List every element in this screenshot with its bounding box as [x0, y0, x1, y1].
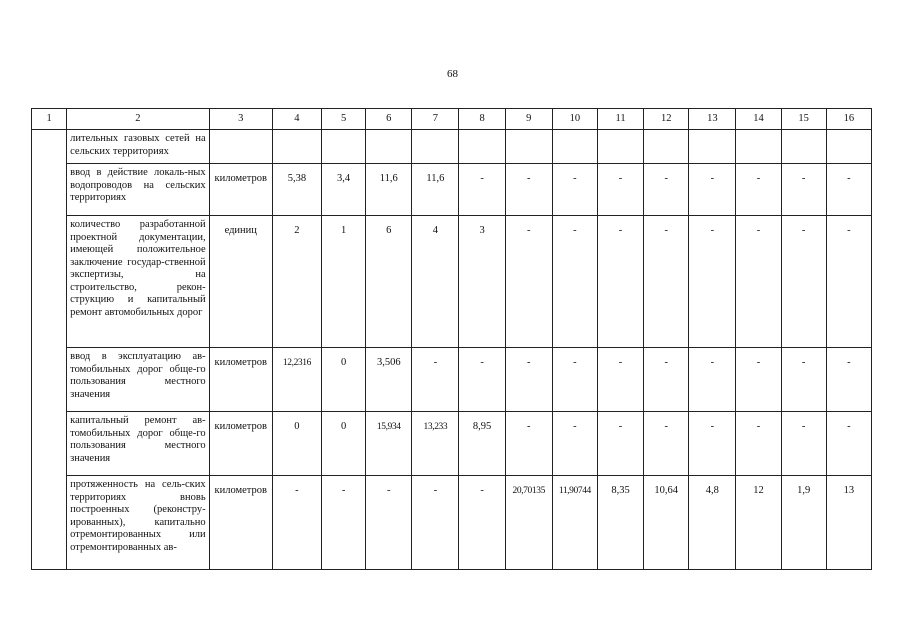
value-cell: 11,6 — [366, 164, 412, 216]
header-cell: 15 — [781, 109, 826, 130]
header-cell: 13 — [689, 109, 736, 130]
value-cell: 10,64 — [644, 476, 689, 570]
value-cell: 2 — [272, 216, 321, 348]
value-cell: 4,8 — [689, 476, 736, 570]
value-cell — [644, 130, 689, 164]
value-cell: - — [644, 216, 689, 348]
value-cell: - — [552, 216, 597, 348]
value-cell — [826, 130, 871, 164]
header-cell: 2 — [67, 109, 210, 130]
header-cell: 7 — [412, 109, 459, 130]
value-cell: - — [826, 412, 871, 476]
value-cell: 11,90744 — [552, 476, 597, 570]
value-cell: - — [689, 412, 736, 476]
value-cell: - — [689, 164, 736, 216]
value-cell: - — [366, 476, 412, 570]
value-cell: - — [781, 164, 826, 216]
value-cell: - — [552, 348, 597, 412]
value-cell: - — [736, 164, 781, 216]
value-cell: 8,35 — [597, 476, 643, 570]
unit-cell: километров — [209, 412, 272, 476]
value-cell: - — [644, 348, 689, 412]
value-cell: - — [826, 164, 871, 216]
indicator-cell: количество разработанной проектной документации, имеющей положительное заключение государ-ственной экспертизы, на строительство, рекон-струкцию и капитальный ремонт автомобильных дорог — [67, 216, 210, 348]
value-cell — [689, 130, 736, 164]
value-cell: - — [552, 164, 597, 216]
indicator-cell: капитальный ремонт ав-томобильных дорог обще-го пользования местного значения — [67, 412, 210, 476]
data-table — [31, 108, 872, 570]
page-number: 68 — [447, 68, 458, 80]
unit-cell: километров — [209, 164, 272, 216]
value-cell: - — [597, 412, 643, 476]
value-cell: 13,233 — [412, 412, 459, 476]
value-cell: 0 — [322, 348, 366, 412]
value-cell — [781, 130, 826, 164]
value-cell: - — [597, 164, 643, 216]
table-row — [32, 412, 872, 476]
value-cell: - — [505, 216, 552, 348]
value-cell: - — [736, 348, 781, 412]
value-cell: - — [644, 164, 689, 216]
header-cell: 3 — [209, 109, 272, 130]
header-cell: 14 — [736, 109, 781, 130]
indicator-cell: протяженность на сель-ских территориях вновь построенных (реконстру-ированных), капитально отремонтированных или отремонтированных ав- — [67, 476, 210, 570]
header-cell: 6 — [366, 109, 412, 130]
value-cell: - — [505, 348, 552, 412]
table-row — [32, 216, 872, 348]
value-cell: - — [597, 216, 643, 348]
value-cell — [597, 130, 643, 164]
table-row — [32, 130, 872, 164]
value-cell: 8,95 — [459, 412, 505, 476]
unit-cell: единиц — [209, 216, 272, 348]
value-cell: 1,9 — [781, 476, 826, 570]
table-row — [32, 476, 872, 570]
value-cell: - — [689, 216, 736, 348]
header-cell: 12 — [644, 109, 689, 130]
value-cell: - — [826, 216, 871, 348]
value-cell — [505, 130, 552, 164]
value-cell: - — [412, 348, 459, 412]
unit-cell: километров — [209, 348, 272, 412]
value-cell: - — [781, 412, 826, 476]
value-cell: - — [412, 476, 459, 570]
value-cell: - — [781, 348, 826, 412]
header-row — [32, 109, 872, 130]
value-cell: - — [736, 412, 781, 476]
value-cell: 12 — [736, 476, 781, 570]
value-cell: - — [826, 348, 871, 412]
value-cell: 12,2316 — [272, 348, 321, 412]
value-cell — [322, 130, 366, 164]
value-cell — [272, 130, 321, 164]
value-cell: 4 — [412, 216, 459, 348]
value-cell: - — [322, 476, 366, 570]
value-cell: - — [689, 348, 736, 412]
header-cell: 4 — [272, 109, 321, 130]
header-cell: 10 — [552, 109, 597, 130]
value-cell: 20,70135 — [505, 476, 552, 570]
value-cell: - — [644, 412, 689, 476]
value-cell: 1 — [322, 216, 366, 348]
header-cell: 8 — [459, 109, 505, 130]
value-cell — [459, 130, 505, 164]
unit-cell — [209, 130, 272, 164]
value-cell: - — [459, 348, 505, 412]
value-cell: - — [459, 476, 505, 570]
indicator-cell: лительных газовых сетей на сельских территориях — [67, 130, 210, 164]
value-cell — [552, 130, 597, 164]
value-cell: 3,4 — [322, 164, 366, 216]
unit-cell: километров — [209, 476, 272, 570]
value-cell: 5,38 — [272, 164, 321, 216]
value-cell: 13 — [826, 476, 871, 570]
value-cell: - — [781, 216, 826, 348]
value-cell: 6 — [366, 216, 412, 348]
value-cell: 15,934 — [366, 412, 412, 476]
header-cell: 9 — [505, 109, 552, 130]
value-cell: - — [736, 216, 781, 348]
row-number-cell — [32, 130, 67, 570]
table-row — [32, 164, 872, 216]
value-cell: 3 — [459, 216, 505, 348]
value-cell: - — [505, 412, 552, 476]
value-cell: - — [597, 348, 643, 412]
header-cell: 16 — [826, 109, 871, 130]
header-cell: 1 — [32, 109, 67, 130]
value-cell: - — [552, 412, 597, 476]
header-cell: 5 — [322, 109, 366, 130]
value-cell — [366, 130, 412, 164]
value-cell: - — [505, 164, 552, 216]
value-cell: - — [459, 164, 505, 216]
value-cell: 3,506 — [366, 348, 412, 412]
value-cell — [736, 130, 781, 164]
indicator-cell: ввод в эксплуатацию ав-томобильных дорог обще-го пользования местного значения — [67, 348, 210, 412]
header-cell: 11 — [597, 109, 643, 130]
value-cell: 11,6 — [412, 164, 459, 216]
indicator-cell: ввод в действие локаль-ных водопроводов на сельских территориях — [67, 164, 210, 216]
value-cell: 0 — [322, 412, 366, 476]
table-row — [32, 348, 872, 412]
value-cell: 0 — [272, 412, 321, 476]
value-cell: - — [272, 476, 321, 570]
value-cell — [412, 130, 459, 164]
